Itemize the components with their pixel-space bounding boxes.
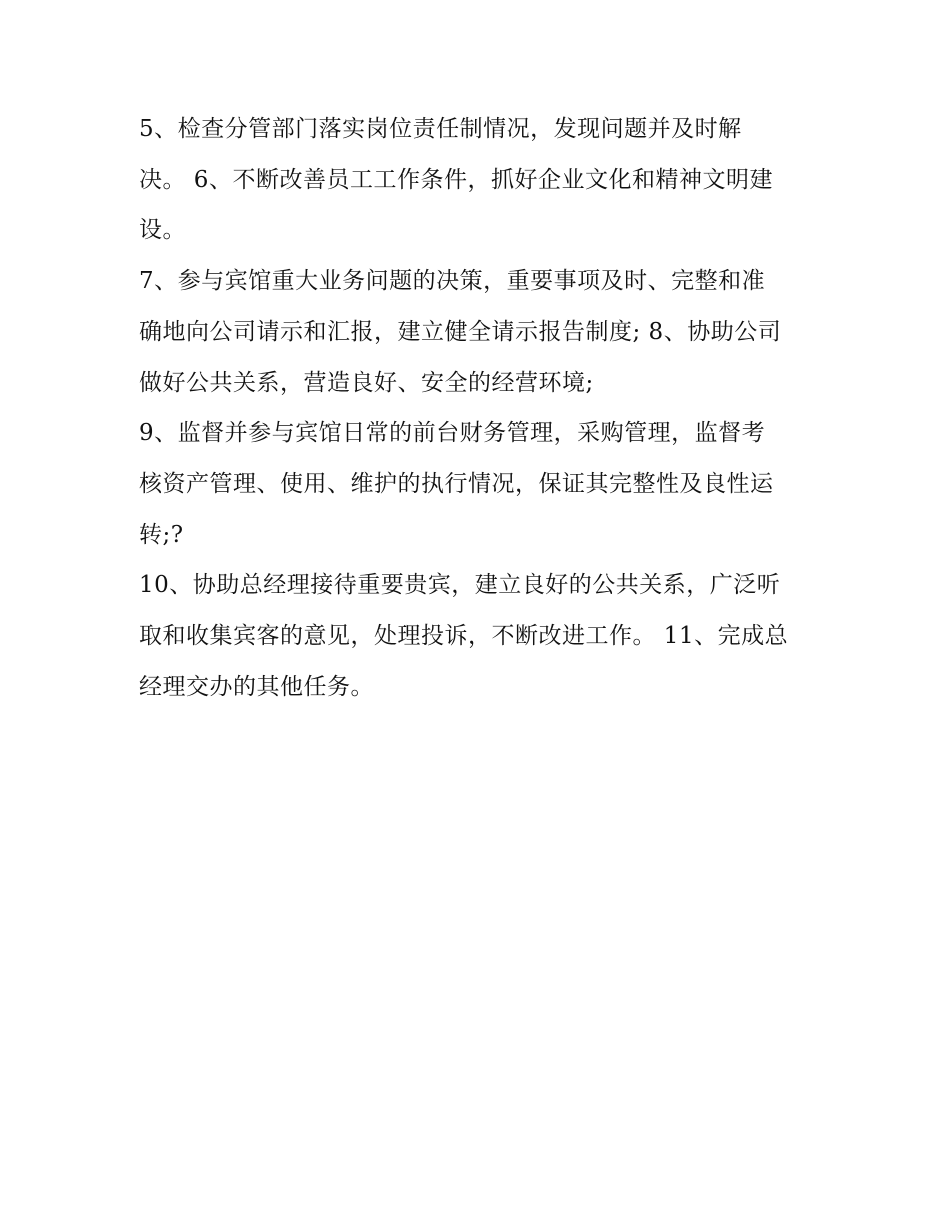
document-body [139, 104, 819, 712]
paragraph-duty-5-6 [139, 104, 819, 256]
paragraph-duty-9 [139, 408, 819, 560]
text-line: 7、参与宾馆重大业务问题的决策，重要事项及时、完整和准 [139, 268, 766, 295]
paragraph-duty-10-11 [139, 560, 819, 712]
text-line: 决。 6、不断改善员工工作条件，抓好企业文化和精神文明建 [139, 166, 773, 193]
text-line: 9、监督并参与宾馆日常的前台财务管理，采购管理，监督考 [139, 420, 766, 447]
text-line: 10、协助总经理接待重要贵宾，建立良好的公共关系，广泛听 [139, 572, 781, 599]
text-line: 核资产管理、使用、维护的执行情况，保证其完整性及良性运 [139, 470, 774, 497]
text-line: 经理交办的其他任务。 [139, 673, 374, 700]
paragraph-duty-7-8 [139, 256, 819, 408]
text-line: 确地向公司请示和汇报，建立健全请示报告制度; 8、协助公司 [139, 318, 782, 345]
text-line: 5、检查分管部门落实岗位责任制情况，发现问题并及时解 [139, 116, 742, 142]
text-line: 取和收集宾客的意见，处理投诉，不断改进工作。 11、完成总 [139, 623, 789, 650]
text-line: 设。 [139, 217, 186, 244]
text-line: 转;? [139, 521, 184, 548]
text-line: 做好公共关系，营造良好、安全的经营环境; [139, 369, 594, 396]
